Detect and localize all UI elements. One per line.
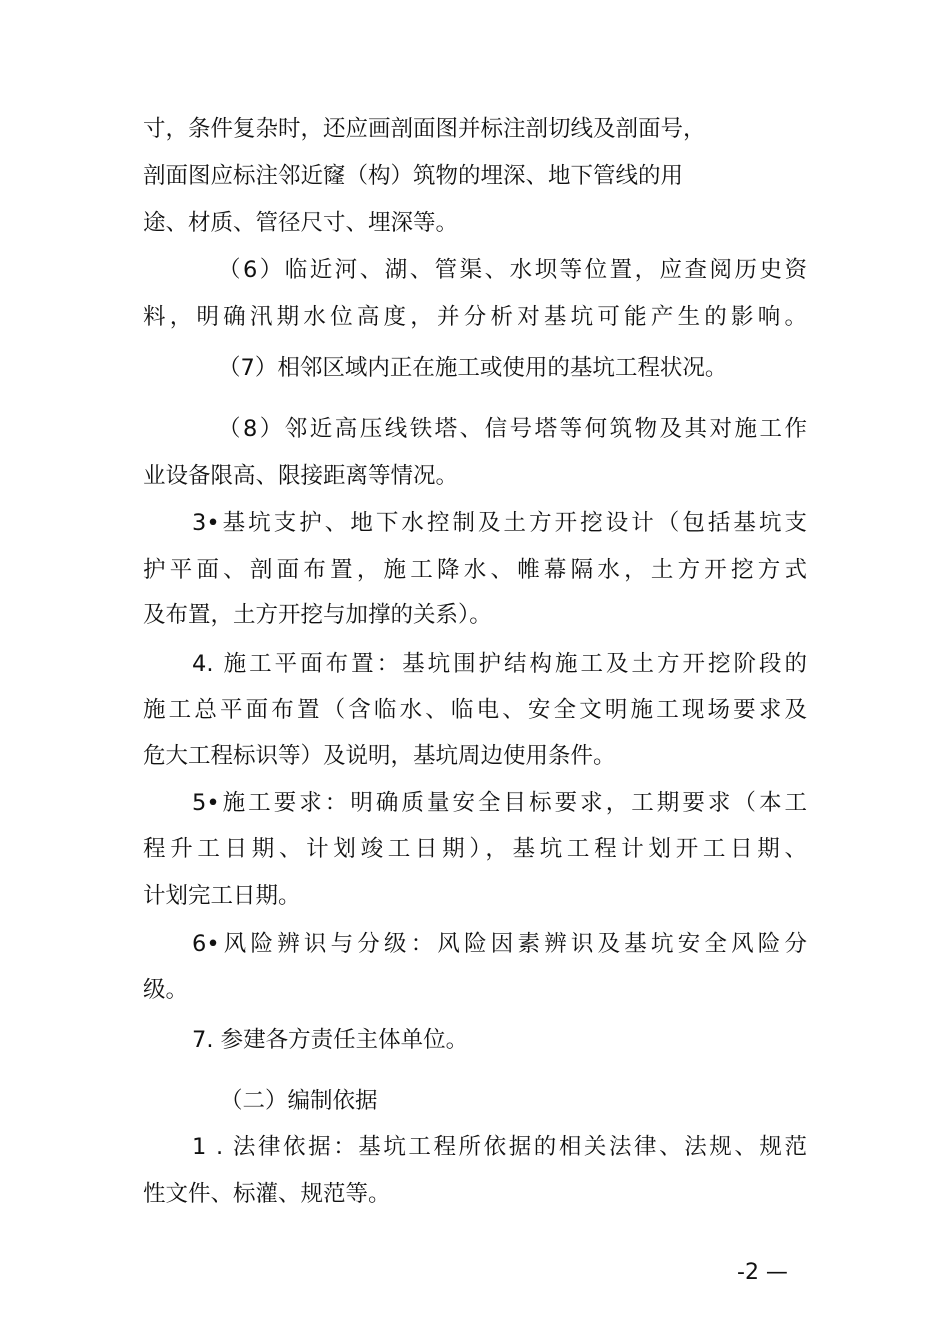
section-heading: （二）编制依据 xyxy=(220,1088,378,1114)
text-line: （7）相邻区域内正在施工或使用的基坑工程状况。 xyxy=(218,355,728,381)
text-line: 护平面、剖面布置，施工降水、帷幕隔水，土方开挖方式 xyxy=(143,557,807,583)
text-line: 5•施工要求：明确质量安全目标要求，工期要求（本工 xyxy=(192,790,807,816)
page-number: -2 — xyxy=(737,1260,788,1285)
text-line: 业设备限高、限接距离等情况。 xyxy=(143,463,459,489)
text-line: 程升工日期、计划竣工日期），基坑工程计划开工日期、 xyxy=(143,836,807,862)
text-line: 计划完工日期。 xyxy=(143,883,301,909)
text-line: 1 . 法律依据：基坑工程所依据的相关法律、法规、规范 xyxy=(192,1134,807,1160)
text-line: 寸，条件复杂时，还应画剖面图并标注剖切线及剖面号， xyxy=(143,116,706,142)
text-line: 6•风险辨识与分级：风险因素辨识及基坑安全风险分 xyxy=(192,931,807,957)
text-line: 及布置，土方开挖与加撑的关系）。 xyxy=(143,602,492,628)
text-line: 4. 施工平面布置：基坑围护结构施工及土方开挖阶段的 xyxy=(192,651,807,677)
text-line: 性文件、标灌、规范等。 xyxy=(143,1181,391,1207)
text-line: （8）邻近高压线铁塔、信号塔等何筑物及其对施工作 xyxy=(218,416,807,442)
text-line: 危大工程标识等）及说明，基坑周边使用条件。 xyxy=(143,743,616,769)
text-line: 级。 xyxy=(143,977,189,1003)
text-line: 7. 参建各方责任主体单位。 xyxy=(192,1027,469,1053)
text-line: （6）临近河、湖、管渠、水坝等位置，应查阅历史资 xyxy=(218,257,807,283)
text-line: 施工总平面布置（含临水、临电、安全文明施工现场要求及 xyxy=(143,697,807,723)
text-line: 途、材质、管径尺寸、埋深等。 xyxy=(143,210,459,236)
text-line: 料，明确汛期水位高度，并分析对基坑可能产生的影响。 xyxy=(143,304,807,330)
text-line: 剖面图应标注邻近窿（构）筑物的埋深、地下管线的用 xyxy=(143,163,684,189)
text-line: 3•基坑支护、地下水控制及土方开挖设计（包括基坑支 xyxy=(192,510,807,536)
